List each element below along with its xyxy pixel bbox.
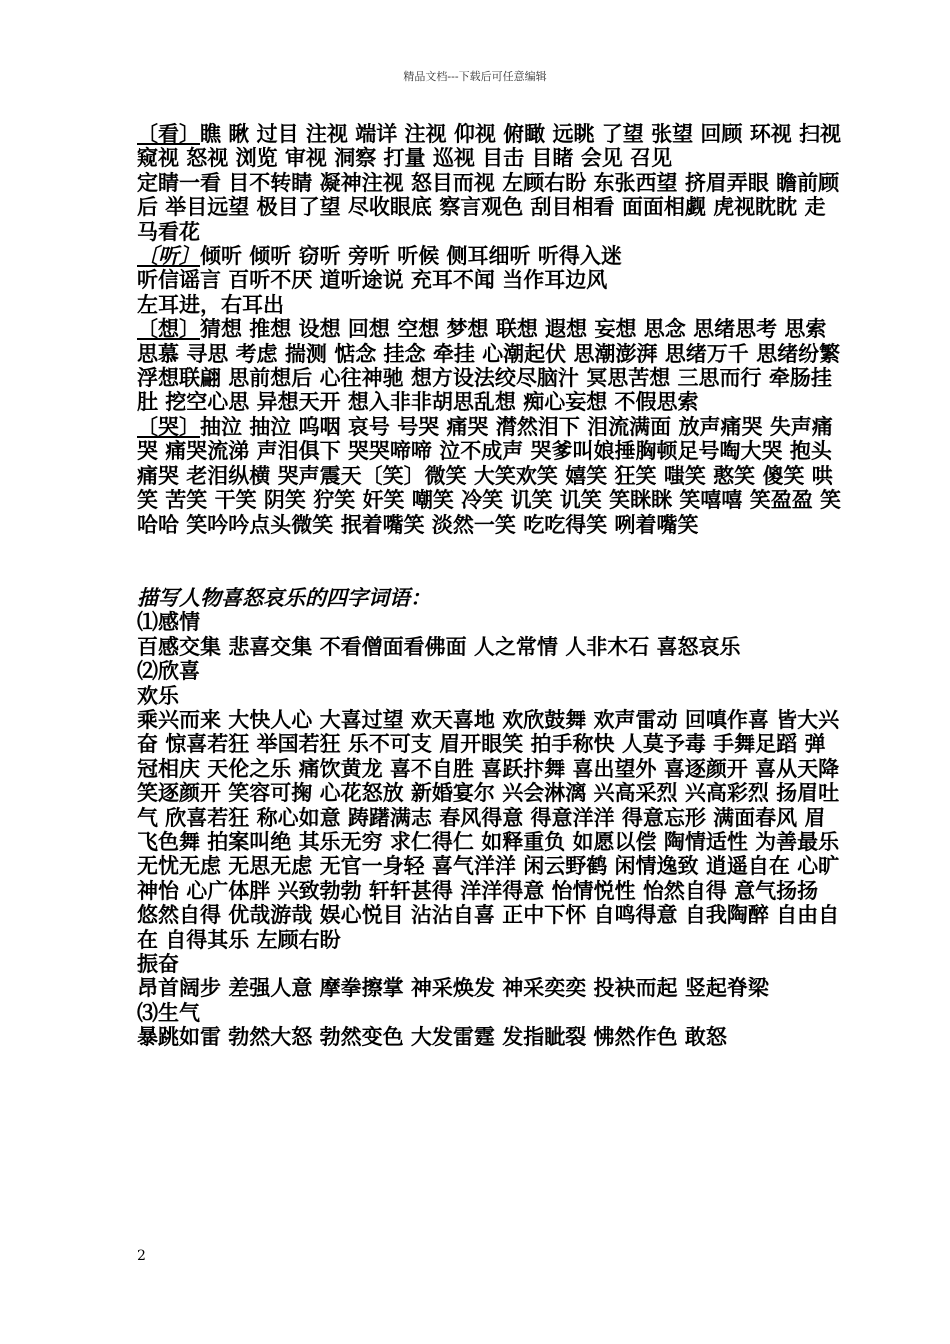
section-2-text-2: 昂首阔步 差强人意 摩拳擦掌 神采焕发 神采奕奕 投袂而起 竖起脊梁 xyxy=(137,976,769,1001)
section-2-subheading-2: 振奋 xyxy=(137,952,179,976)
label-look: 〔看〕 xyxy=(137,122,200,146)
paragraph-think xyxy=(137,317,842,415)
document-body xyxy=(137,122,842,1050)
section-2-heading: ⑵欣喜 xyxy=(137,659,200,684)
section-3-heading: ⑶生气 xyxy=(137,1000,200,1025)
text-look: 瞧 瞅 过目 注视 端详 注视 仰视 俯瞰 远眺 了望 张望 回顾 环视 扫视 窥视 怒视 浏览 审视 洞察 打量 巡视 目击 目睹 会见 召见 xyxy=(137,122,842,171)
label-cry: 〔哭〕 xyxy=(137,414,200,439)
section-1-heading: ⑴感情 xyxy=(137,610,200,635)
section-title: 描写人物喜怒哀乐的四字词语： xyxy=(137,585,431,610)
label-listen: 〔听〕 xyxy=(137,244,200,269)
paragraph-listen xyxy=(137,244,842,268)
paragraph-listen-idioms: 听信谣言 百听不厌 道听途说 充耳不闻 当作耳边风 xyxy=(137,268,608,293)
section-2-text: 乘兴而来 大快人心 大喜过望 欢天喜地 欢欣鼓舞 欢声雷动 回嗔作喜 皆大兴奋 惊喜若狂 举国若狂 乐不可支 眉开眼笑 拍手称快 人莫予毒 手舞足蹈 弹冠相庆 天伦之乐 痛饮黄龙 喜不自胜 喜跃抃舞 喜出望外 喜逐颜开 喜从天降 笑逐颜开 笑容可掬 心花怒放 新婚宴尔 兴会淋漓 兴高采烈 兴高彩烈 扬眉吐气 欣喜若狂 称心如意 踌躇满志 春风得意 得意洋洋 得意忘形 满面春风 眉飞色舞 拍案叫绝 其乐无穷 求仁得仁 如释重负 如愿以偿 陶情适性 为善最乐 无忧无虑 无思无虑 无官一身轻 喜气洋洋 闲云野鹤 闲情逸致 逍遥自在 心旷神怡 心广体胖 兴致勃勃 轩轩甚得 洋洋得意 怡情悦性 怡然自得 意气扬扬 悠然自得 优哉游哉 娱心悦目 沾沾自喜 正中下怀 自鸣得意 自我陶醉 自由自在 自得其乐 左顾右盼 xyxy=(137,707,840,952)
paragraph-look-idioms: 定睛一看 目不转睛 凝神注视 怒目而视 左顾右盼 东张西望 挤眉弄眼 瞻前顾后 举目远望 极目了望 尽收眼底 察言观色 刮目相看 面面相觑 虎视眈眈 走马看花 xyxy=(137,170,840,244)
page-header: 精品文档---下载后可任意编辑 xyxy=(403,70,547,83)
text-think: 猜想 推想 设想 回想 空想 梦想 联想 遐想 妄想 思念 思绪思考 思索 思慕 寻思 考虑 揣测 惦念 挂念 牵挂 心潮起伏 思潮澎湃 思绪万千 思绪纷繁 浮想联翩 思前想后 心往神驰 想方设法绞尽脑汁 冥思苦想 三思而行 牵肠挂肚 挖空心思 异想天开 想入非非胡思乱想 痴心妄想 不假思索 xyxy=(137,317,841,415)
label-think: 〔想〕 xyxy=(137,317,200,342)
page-number: 2 xyxy=(137,1248,146,1264)
section-3-text: 暴跳如雷 勃然大怒 勃然变色 大发雷霆 发指眦裂 怫然作色 敢怒 xyxy=(137,1025,727,1050)
text-listen: 倾听 倾听 窃听 旁听 听候 侧耳细听 听得入迷 xyxy=(200,244,622,269)
spacer xyxy=(137,537,842,586)
text-cry: 抽泣 抽泣 呜咽 哀号 号哭 痛哭 潸然泪下 泪流满面 放声痛哭 失声痛哭 痛哭流涕 声泪俱下 哭哭啼啼 泣不成声 哭爹叫娘捶胸顿足号啕大哭 抱头痛哭 老泪纵横 哭声震天〔笑〕微笑 大笑欢笑 嬉笑 狂笑 嗤笑 憨笑 傻笑 哄笑 苦笑 干笑 阴笑 狞笑 奸笑 嘲笑 冷笑 讥笑 讥笑 笑眯眯 笑嘻嘻 笑盈盈 笑哈哈 笑吟吟点头微笑 抿着嘴笑 淡然一笑 吃吃得笑 咧着嘴笑 xyxy=(137,414,842,537)
section-2-subheading: 欢乐 xyxy=(137,683,179,708)
section-1-text: 百感交集 悲喜交集 不看僧面看佛面 人之常情 人非木石 喜怒哀乐 xyxy=(137,634,741,659)
paragraph-listen-phrase: 左耳进，右耳出 xyxy=(137,292,284,317)
paragraph-look xyxy=(137,122,842,171)
paragraph-cry xyxy=(137,415,842,537)
